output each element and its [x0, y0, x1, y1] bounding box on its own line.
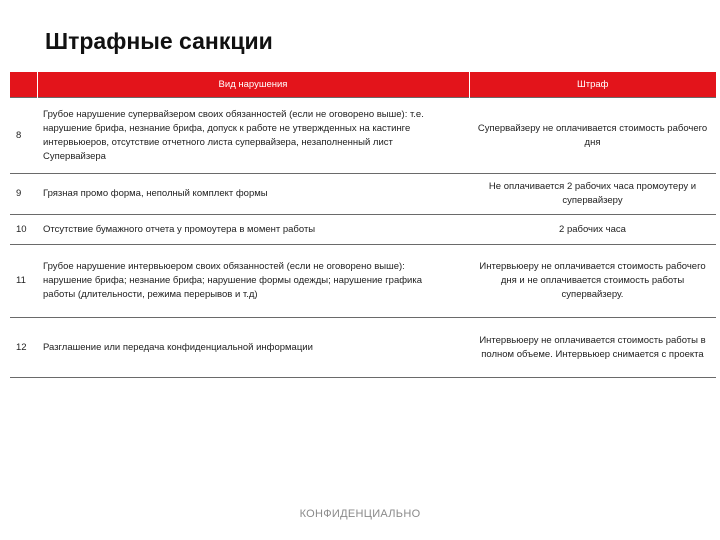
penalties-table	[10, 72, 716, 378]
table-header-row	[10, 72, 716, 98]
header-penalty: Штраф	[469, 72, 716, 98]
confidential-footer: КОНФИДЕНЦИАЛЬНО	[299, 508, 421, 520]
header-number	[10, 72, 37, 98]
table-row	[10, 174, 716, 215]
violation-text: Разглашение или передача конфиденциальной информации	[37, 318, 469, 378]
penalty-text: Не оплачивается 2 рабочих часа промоутеру и супервайзеру	[469, 174, 716, 215]
violation-text: Грязная промо форма, неполный комплект формы	[37, 174, 469, 215]
table-row	[10, 215, 716, 245]
page-title: Штрафные санкции	[45, 28, 273, 54]
violation-text: Грубое нарушение супервайзером своих обязанностей (если не оговорено выше): т.е. нарушение брифа, незнание брифа, допуск к работе не утвержденных на кастинге интервьюеров, отсутствие отчетного листа супервайзера, незаполненный лист Супервайзера	[37, 98, 469, 174]
table-row	[10, 98, 716, 174]
row-number: 11	[10, 245, 37, 318]
table-row	[10, 245, 716, 318]
row-number: 8	[10, 98, 37, 174]
table-row	[10, 318, 716, 378]
penalty-text: Супервайзеру не оплачивается стоимость рабочего дня	[469, 98, 716, 174]
penalty-text: Интервьюеру не оплачивается стоимость рабочего дня и не оплачивается стоимость работы супервайзеру.	[469, 245, 716, 318]
header-violation: Вид нарушения	[37, 72, 469, 98]
row-number: 9	[10, 174, 37, 215]
row-number: 12	[10, 318, 37, 378]
penalty-text: 2 рабочих часа	[469, 215, 716, 245]
violation-text: Грубое нарушение интервьюером своих обязанностей (если не оговорено выше): нарушение брифа; незнание брифа; нарушение формы одежды; нарушение графика работы (длительности, режима перерывов и т.д)	[37, 245, 469, 318]
violation-text: Отсутствие бумажного отчета у промоутера в момент работы	[37, 215, 469, 245]
penalty-text: Интервьюеру не оплачивается стоимость работы в полном объеме. Интервьюер снимается с проекта	[469, 318, 716, 378]
row-number: 10	[10, 215, 37, 245]
